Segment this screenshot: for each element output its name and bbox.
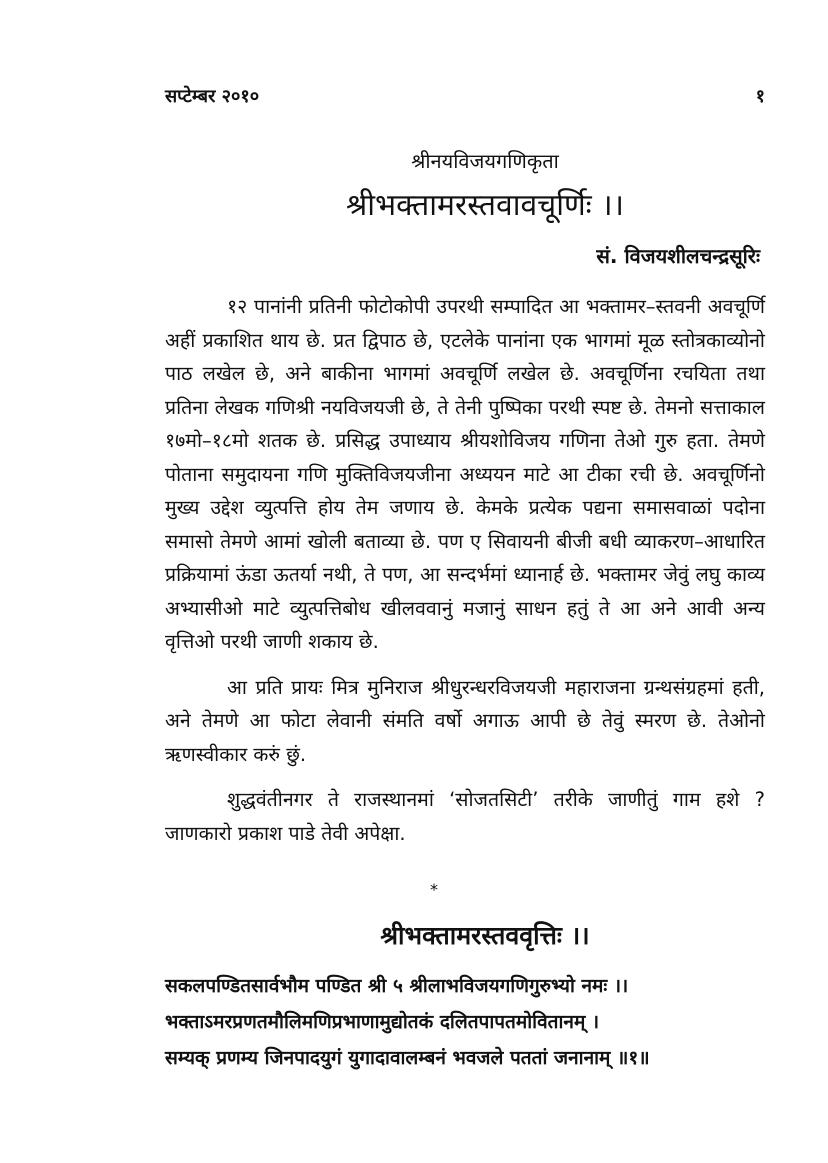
issue-date: सप्टेम्बर २०१० bbox=[165, 86, 260, 107]
article-subtitle: श्रीनयविजयगणिकृता bbox=[411, 149, 559, 173]
article-title: श्रीभक्तामरस्तवावचूर्णिः ।। bbox=[345, 188, 624, 223]
invocation-line: सकलपण्डितसार्वभौम पण्डित श्री ५ श्रीलाभविजयगणिगुरुभ्यो नमः ।। bbox=[165, 975, 629, 997]
page-number: १ bbox=[755, 86, 765, 107]
paragraph-acknowledgement: आ प्रति प्रायः मित्र मुनिराज श्रीधुरन्धरविजयजी महाराजना ग्रन्थसंग्रहमां हती, अने तेमणे आ फोटा लेवानी संमति वर्षो अगाऊ आपी छे तेवुं स्मरण छे. तेओनो ऋणस्वीकार करुं छुं. bbox=[165, 675, 765, 766]
article-body bbox=[165, 290, 765, 862]
vritti-title: श्रीभक्तामरस्तववृत्तिः ।। bbox=[380, 921, 590, 950]
verse-block bbox=[165, 968, 765, 1076]
paragraph-query: शुद्धवंतीनगर ते राजस्थानमां ‘सोजतसिटी’ तरीके जाणीतुं गाम हशे ? जाणकारो प्रकाश पाडे तेवी अपेक्षा. bbox=[165, 788, 765, 845]
running-header bbox=[165, 84, 765, 114]
paragraph-intro: १२ पानांनी प्रतिनी फोटोकोपी उपरथी सम्पादित आ भक्तामर–स्तवनी अवचूर्णि अहीं प्रकाशित थाय छे. प्रत द्विपाठ छे, एटलेके पानांना एक भागमां मूळ स्तोत्रकाव्योनो पाठ लखेल छे, अने बाकीना भागमां अवचूर्णि लखेल छे. अवचूर्णिना रचयिता तथा प्रतिना लेखक गणिश्री नयविजयजी छे, ते तेनी पुष्पिका परथी स्पष्ट छे. तेमनो सत्ताकाल १७मो–१८मो शतक छे. प्रसिद्ध उपाध्याय श्रीयशोविजय गणिना तेओ गुरु हता. तेमणे पोताना समुदायना गणि मुक्तिविजयजीना अध्ययन माटे आ टीका रची छे. अवचूर्णिनो मुख्य उद्देश व्युत्पत्ति होय तेम जणाय छे. केमके प्रत्येक पद्यना समासवाळां पदोना समासो तेमणे आमां खोली बताव्या छे. पण ए सिवायनी बीजी बधी व्याकरण–आधारित प्रक्रियामां ऊंडा ऊतर्या नथी, ते पण, आ सन्दर्भमां ध्यानार्ह छे. भक्तामर जेवुं लघु काव्य अभ्यासीओ माटे व्युत्पत्तिबोध खीलववानुं मजानुं साधन हतुं ते आ अने आवी अन्य वृत्तिओ परथी जाणी शकाय छे. bbox=[165, 295, 765, 653]
verse-line: सम्यक् प्रणम्य जिनपादयुगं युगादावालम्बनं भवजले पततां जनानाम् ॥१॥ bbox=[165, 1047, 650, 1069]
verse-line: भक्ताऽमरप्रणतमौलिमणिप्रभाणामुद्योतकं दलितपापतमोवितानम् । bbox=[165, 1011, 600, 1033]
article-editor: सं. विजयशीलचन्द्रसूरिः bbox=[596, 244, 760, 268]
section-separator: * bbox=[430, 880, 438, 899]
